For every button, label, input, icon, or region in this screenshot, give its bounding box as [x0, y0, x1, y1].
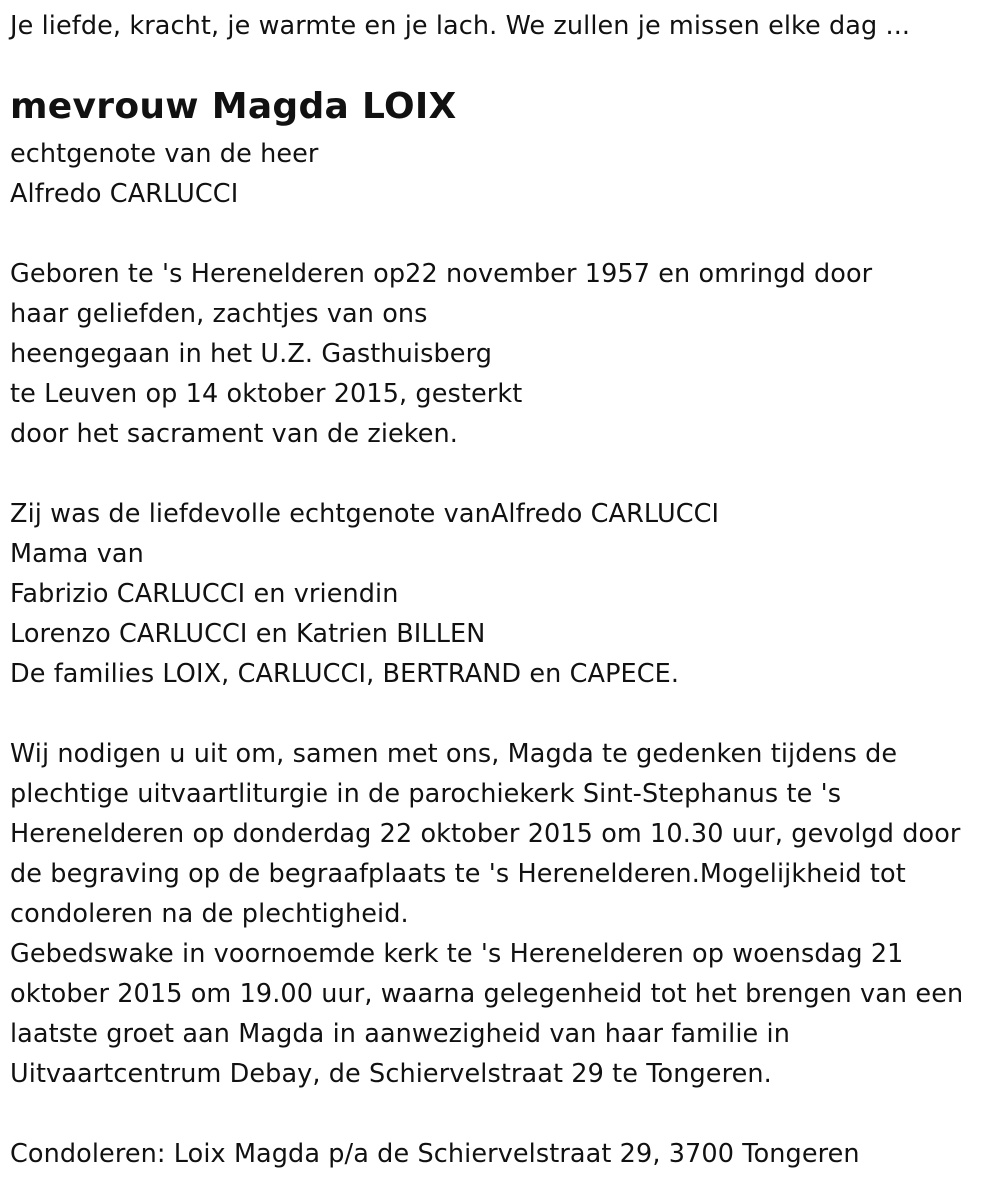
birth-line: te Leuven op 14 oktober 2015, gesterkt	[10, 379, 523, 409]
spouse-name: Alfredo CARLUCCI	[10, 179, 239, 209]
spacer	[10, 214, 1000, 254]
tagline: Je liefde, kracht, je warmte en je lach. We zullen je missen elke dag ...	[10, 11, 911, 41]
family-line: Lorenzo CARLUCCI en Katrien BILLEN	[10, 619, 486, 649]
ceremony-line: condoleren na de plechtigheid.	[10, 899, 409, 929]
family-paragraph	[10, 494, 1000, 694]
spouse-intro: echtgenote van de heer	[10, 139, 319, 169]
family-line: Mama van	[10, 539, 144, 569]
ceremony-line: Gebedswake in voornoemde kerk te 's Herenelderen op woensdag 21	[10, 939, 904, 969]
ceremony-line: de begraving op de begraafplaats te 's Herenelderen.Mogelijkheid tot	[10, 859, 906, 889]
birth-paragraph	[10, 254, 1000, 454]
ceremony-line: Wij nodigen u uit om, samen met ons, Magda te gedenken tijdens de	[10, 739, 898, 769]
family-line: De families LOIX, CARLUCCI, BERTRAND en CAPECE.	[10, 659, 680, 689]
birth-line: door het sacrament van de zieken.	[10, 419, 459, 449]
spacer	[10, 1094, 1000, 1134]
birth-line: heengegaan in het U.Z. Gasthuisberg	[10, 339, 492, 369]
ceremony-line: oktober 2015 om 19.00 uur, waarna gelegenheid tot het brengen van een	[10, 979, 964, 1009]
spacer	[10, 454, 1000, 494]
ceremony-line: Herenelderen op donderdag 22 oktober 2015 om 10.30 uur, gevolgd door	[10, 819, 961, 849]
deceased-name: mevrouw Magda LOIX	[10, 86, 457, 127]
family-line: Fabrizio CARLUCCI en vriendin	[10, 579, 399, 609]
family-line: Zij was de liefdevolle echtgenote vanAlfredo CARLUCCI	[10, 499, 720, 529]
birth-line: haar geliefden, zachtjes van ons	[10, 299, 428, 329]
spacer	[10, 694, 1000, 734]
condolences-address: Condoleren: Loix Magda p/a de Schiervelstraat 29, 3700 Tongeren	[10, 1139, 860, 1169]
ceremony-line: laatste groet aan Magda in aanwezigheid van haar familie in	[10, 1019, 790, 1049]
ceremony-line: Uitvaartcentrum Debay, de Schiervelstraat 29 te Tongeren.	[10, 1059, 772, 1089]
ceremony-paragraph	[10, 734, 1000, 1094]
ceremony-line: plechtige uitvaartliturgie in de parochiekerk Sint-Stephanus te 's	[10, 779, 842, 809]
birth-line: Geboren te 's Herenelderen op22 november 1957 en omringd door	[10, 259, 873, 289]
